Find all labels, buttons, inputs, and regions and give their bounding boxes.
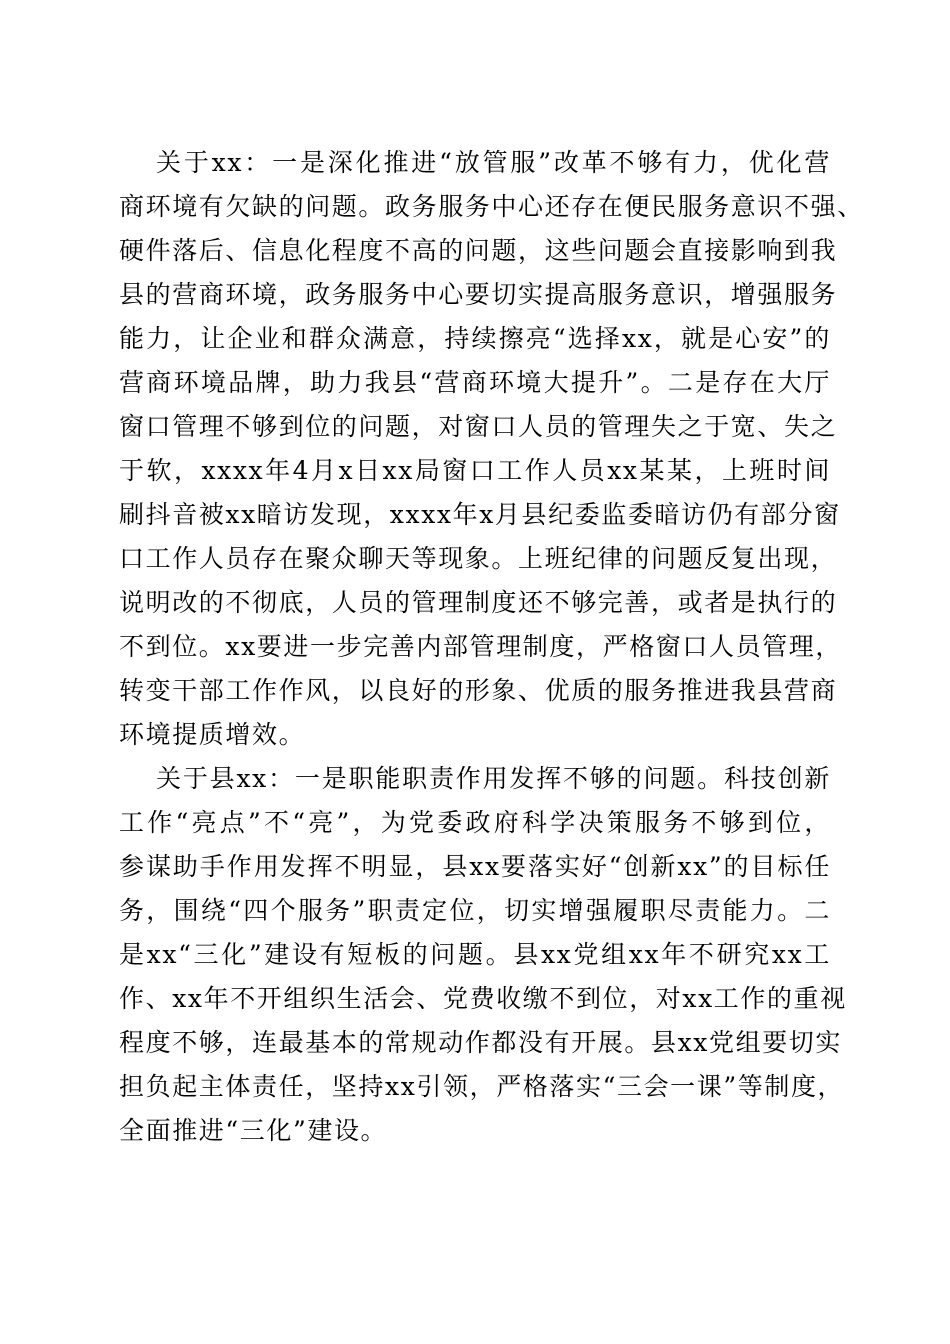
paragraph-1-line: 不到位。xx要进一步完善内部管理制度，严格窗口人员管理， (119, 632, 843, 661)
paragraph-1-last-line: 环境提质增效。 (119, 720, 306, 749)
paragraph-2-line: 务，围绕“四个服务”职责定位，切实增强履职尽责能力。二 (119, 896, 831, 925)
paragraph-2-line: 担负起主体责任，坚持xx引领，严格落实“三会一课”等制度， (119, 1072, 845, 1101)
paragraph-1-line: 关于xx：一是深化推进“放管服”改革不够有力，优化营 (156, 148, 831, 177)
paragraph-1-line: 说明改的不彻底，人员的管理制度还不够完善，或者是执行的 (119, 588, 838, 617)
paragraph-1-line: 商环境有欠缺的问题。政务服务中心还存在便民服务意识不强、 (119, 192, 864, 221)
paragraph-1-line: 营商环境品牌，助力我县“营商环境大提升”。二是存在大厅 (119, 368, 831, 397)
paragraph-1-line: 硬件落后、信息化程度不高的问题，这些问题会直接影响到我 (119, 236, 838, 265)
paragraph-1-line: 能力，让企业和群众满意，持续擦亮“选择xx，就是心安”的 (119, 324, 831, 353)
paragraph-2-line: 工作“亮点”不“亮”，为党委政府科学决策服务不够到位， (119, 808, 831, 837)
paragraph-2-line: 参谋助手作用发挥不明显，县xx要落实好“创新xx”的目标任 (119, 852, 831, 881)
paragraph-1-line: 于软，xxxx年4月x日xx局窗口工作人员xx某某，上班时间 (119, 456, 831, 485)
paragraph-2-line: 作、xx年不开组织生活会、党费收缴不到位，对xx工作的重视 (119, 984, 847, 1013)
paragraph-1-line: 县的营商环境，政务服务中心要切实提高服务意识，增强服务 (119, 280, 838, 309)
paragraph-1-line: 转变干部工作作风，以良好的形象、优质的服务推进我县营商 (119, 676, 838, 705)
paragraph-1-line: 口工作人员存在聚众聊天等现象。上班纪律的问题反复出现， (119, 544, 838, 573)
paragraph-2-line: 关于县xx：一是职能职责作用发挥不够的问题。科技创新 (156, 764, 831, 793)
paragraph-2-last-line: 全面推进“三化”建设。 (119, 1116, 388, 1145)
paragraph-2-line: 是xx“三化”建设有短板的问题。县xx党组xx年不研究xx工 (119, 940, 831, 969)
paragraph-2-line: 程度不够，连最基本的常规动作都没有开展。县xx党组要切实 (119, 1028, 843, 1057)
paragraph-1-line: 刷抖音被xx暗访发现，xxxx年x月县纪委监委暗访仍有部分窗 (119, 500, 841, 529)
paragraph-1-line: 窗口管理不够到位的问题，对窗口人员的管理失之于宽、失之 (119, 412, 838, 441)
